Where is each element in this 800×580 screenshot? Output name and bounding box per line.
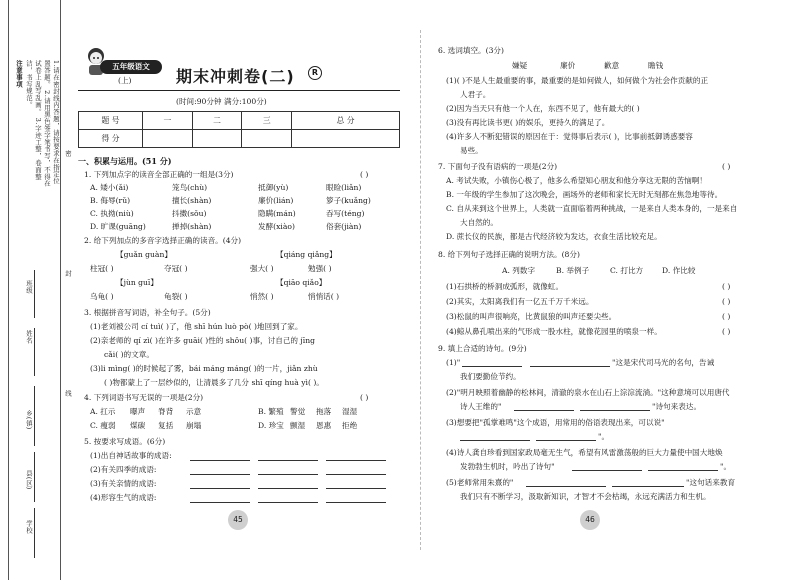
q7-option: A. 考试失败，小镇伤心极了，他多么希望知心朋友和他分享这无限的苦恼啊！ — [446, 176, 707, 185]
q1-option: 笼鸟(chù) — [172, 183, 208, 192]
q7-option: C. 自从来到这个世界上，人类就一直面临着两种挑战，一是来自人类本身的，一是来自 — [446, 204, 738, 213]
page-number: 45 — [228, 510, 248, 530]
q4-option: A. 扛示 — [90, 407, 116, 416]
q2-word[interactable]: 勉强( ) — [308, 264, 332, 273]
q7-option: 大自然的。 — [460, 218, 498, 227]
word-choice: 嫌疑 — [512, 61, 528, 70]
q2-word[interactable]: 强大( ) — [250, 264, 274, 273]
q8-answer-bracket[interactable]: ( ) — [722, 312, 731, 321]
q3-stem: 3. 根据拼音写词语，补全句子。(5分) — [84, 308, 211, 317]
answer-line[interactable] — [258, 474, 318, 475]
pinyin-pair: 【qiáng qiǎng】 — [276, 250, 337, 259]
word-choice: 瞻钱 — [648, 61, 664, 70]
answer-line[interactable] — [190, 502, 250, 503]
q8-item: (3)松鼠的叫声很响亮，比黄鼠狼的叫声还要尖些。 — [446, 312, 617, 321]
q1-option: 发酵(xiào) — [258, 222, 295, 231]
q2-word[interactable]: 悄然( ) — [250, 292, 274, 301]
section-heading: 一、积累与运用。(51 分) — [78, 156, 172, 166]
q6-line[interactable]: (4)许多人不断犯错误的原因在于：觉得事后表示( )，比事前抵御诱惑要容 — [446, 132, 693, 141]
answer-line[interactable] — [258, 488, 318, 489]
score-table — [78, 111, 400, 148]
q9-text: (1)" — [446, 358, 461, 367]
q6-stem: 6. 选词填空。(3分) — [438, 46, 504, 55]
q7-stem: 7. 下面句子没有语病的一项是(2分) — [438, 162, 558, 171]
answer-line[interactable] — [326, 474, 386, 475]
table-row — [79, 112, 400, 130]
answer-line[interactable] — [514, 410, 574, 411]
q4-option: 崩塌 — [186, 421, 202, 430]
notice-text: 1.请在密封线内答题，请按要求在指定位置答题。 2.请用黑色签字笔书写，不得在试卷上乱写乱画。 3.字迹工整，卷面整洁，书写规范。 — [25, 60, 60, 187]
q1-option: 眼睑(liǎn) — [326, 183, 362, 192]
q1-answer-bracket[interactable]: ( ) — [360, 170, 369, 179]
score-input[interactable] — [242, 130, 292, 148]
q6-line[interactable]: (3)没有再比读书更( )的娱乐，更持久的满足了。 — [446, 118, 610, 127]
page-title: 期末冲刺卷(二) — [176, 67, 295, 86]
county-blank[interactable] — [34, 452, 35, 502]
q2-word[interactable]: 夺冠( ) — [164, 264, 188, 273]
q9-text: 我们只有不断学习，汲取新知识，才智才不会枯竭，永远充满活力和生机。 — [460, 492, 711, 501]
pinyin-pair: 【guǎn guàn】 — [116, 250, 172, 259]
q3-line[interactable]: cǎi( )的文章。 — [104, 350, 154, 359]
page-number: 46 — [580, 510, 600, 530]
table-cell: 得 分 — [79, 130, 143, 148]
q4-stem: 4. 下列词语书写无误的一项是(2分) — [84, 393, 204, 402]
table-cell: 总 分 — [292, 112, 400, 130]
score-input[interactable] — [143, 130, 193, 148]
q9-text: (4)诗人龚自珍看到国家政局毫无生气，希望有风雷激荡般的巨大力量使中国大地焕 — [446, 448, 723, 457]
answer-line[interactable] — [526, 486, 606, 487]
q6-line[interactable]: (1)( )不是人生最重要的事，最重要的是如何做人，如何做个为社会作贡献的正 — [446, 76, 709, 85]
q3-line[interactable]: (2)亲老师的 qí zì( )在许多 guāi( )性的 shǒu( )事，讨自己的 jīng — [90, 336, 315, 345]
q1-option: 掸掉(shàn) — [172, 222, 212, 231]
volume-label: (上) — [118, 76, 132, 85]
q1-option: 俗套(jiàn) — [326, 222, 362, 231]
answer-line[interactable] — [258, 502, 318, 503]
grade-banner: 五年级语文 — [100, 60, 162, 74]
answer-line[interactable] — [326, 502, 386, 503]
q9-text: "这是宋代司马光的名句，告诫 — [612, 358, 715, 367]
q1-option: 擅长(shàn) — [172, 196, 212, 205]
q4-option: D. 珍宝 — [258, 421, 284, 430]
q8-answer-bracket[interactable]: ( ) — [722, 327, 731, 336]
q1-option: B. 侮辱(rǔ) — [90, 196, 131, 205]
county-label: 县(区) — [25, 470, 33, 490]
q5-stem: 5. 按要求写成语。(6分) — [84, 437, 166, 446]
q2-word[interactable]: 乌龟( ) — [90, 292, 114, 301]
name-label: 姓名 — [25, 330, 33, 344]
seal-word: 密 — [64, 150, 72, 157]
q1-option: 隐瞒(mán) — [258, 209, 296, 218]
q9-text: "。 — [720, 462, 732, 471]
q8-item: (2)其实，太阳离我们有一亿五千万千米远。 — [446, 297, 594, 306]
q9-stem: 9. 填上合适的诗句。(9分) — [438, 344, 527, 353]
q8-answer-bracket[interactable]: ( ) — [722, 282, 731, 291]
table-cell: 三 — [242, 112, 292, 130]
q4-option: 曝声 — [130, 407, 146, 416]
q4-option: 湿湿 — [342, 407, 358, 416]
q8-item: (4)鲸从鼻孔喷出来的气形成一股水柱，就像花园里的喷泉一样。 — [446, 327, 662, 336]
q7-option: D. 蔗长仪的民族，都是古代经济较为发达，衣食生活比较充足。 — [446, 232, 662, 241]
q4-option: 警觉 — [290, 407, 306, 416]
q6-line: 人君子。 — [460, 90, 491, 99]
q3-line[interactable]: ( )物都蒙上了一层纱似的，让清晨多了几分 shī qíng huà yì( )。 — [104, 378, 324, 387]
table-row — [79, 130, 400, 148]
q2-word[interactable]: 柱冠( ) — [90, 264, 114, 273]
exam-info: (时间:90分钟 满分:100分) — [176, 97, 267, 106]
q2-word[interactable]: 龟裂( ) — [164, 292, 188, 301]
q2-stem: 2. 给下列加点的多音字选择正确的读音。(4分) — [84, 236, 242, 245]
word-choice: 廉价 — [560, 61, 576, 70]
pinyin-pair: 【qiāo qiǎo】 — [276, 278, 327, 287]
q8-item: (1)石拱桥的桥洞成弧形，就像虹。 — [446, 282, 564, 291]
seal-word: 封 — [64, 270, 72, 277]
answer-line[interactable] — [572, 470, 642, 471]
q9-text: "诗句来表达。 — [652, 402, 702, 411]
word-choice: 歉意 — [604, 61, 620, 70]
answer-line[interactable] — [190, 474, 250, 475]
q4-option: 拒绝 — [342, 421, 358, 430]
q4-option: 复括 — [158, 421, 174, 430]
q9-text: 诗人王维的" — [460, 402, 502, 411]
strip-line — [8, 0, 9, 580]
q1-option: 吞写(téng) — [326, 209, 365, 218]
page-divider — [420, 30, 421, 550]
q1-option: 抵御(yù) — [258, 183, 289, 192]
table-cell: 二 — [192, 112, 242, 130]
answer-line[interactable] — [190, 488, 250, 489]
strip-line — [60, 0, 61, 580]
q4-option: 脊背 — [158, 407, 174, 416]
score-input[interactable] — [192, 130, 242, 148]
class-blank[interactable] — [34, 270, 35, 318]
notice-heading: 注意事项 — [15, 60, 23, 88]
q7-answer-bracket[interactable]: ( ) — [722, 162, 731, 171]
answer-line[interactable] — [326, 460, 386, 461]
q9-text: 发勃勃生机时，吟出了诗句" — [460, 462, 555, 471]
q9-text: 我们要勤俭节约。 — [460, 372, 521, 381]
q6-line: 易些。 — [460, 146, 483, 155]
answer-line[interactable] — [536, 440, 596, 441]
q9-text: "这句话来教育 — [686, 478, 736, 487]
seal-word: 线 — [64, 390, 72, 397]
q9-text: (2)"明月映照着幽静的松林间，清澈的泉水在山石上淙淙流淌。"这种意境可以用唐代 — [446, 388, 730, 397]
binding-strip — [0, 0, 72, 580]
answer-line[interactable] — [580, 410, 650, 411]
q9-text: (5)老师常用朱熹的" — [446, 478, 514, 487]
answer-line[interactable] — [648, 470, 718, 471]
q4-answer-bracket[interactable]: ( ) — [360, 393, 369, 402]
q4-option: 拖落 — [316, 407, 332, 416]
answer-line[interactable] — [326, 488, 386, 489]
q4-option: 恩惠 — [316, 421, 332, 430]
q6-line[interactable]: (2)因为当天只有他一个人在，东西不见了，他有最大的( ) — [446, 104, 640, 113]
method-option: C. 打比方 — [610, 266, 644, 275]
school-label: 学校 — [25, 520, 33, 534]
answer-line[interactable] — [530, 366, 610, 367]
q1-option: 箩子(kuǎng) — [326, 196, 371, 205]
method-option: B. 举例子 — [556, 266, 590, 275]
q4-option: 煤碳 — [130, 421, 146, 430]
answer-line[interactable] — [462, 366, 522, 367]
q3-line[interactable]: (1)老刘被公司 cí tuì( )了，他 shī hún luò pò( )地回到了家。 — [90, 322, 303, 331]
method-option: D. 作比较 — [662, 266, 696, 275]
name-blank[interactable] — [34, 328, 35, 376]
q8-answer-bracket[interactable]: ( ) — [722, 297, 731, 306]
q4-option: 示意 — [186, 407, 202, 416]
q7-option: B. 一年级的学生参加了这次晚会，画场外的老师和家长无时无刻都在焦急地等待。 — [446, 190, 723, 199]
answer-line[interactable] — [460, 440, 530, 441]
q1-option: 抖擞(sǒu) — [172, 209, 207, 218]
header-rule — [78, 90, 400, 91]
table-cell: 一 — [143, 112, 193, 130]
q5-item: (4)形容生气的成语: — [90, 493, 157, 502]
q9-text: "。 — [598, 432, 610, 441]
q1-option: 廉价(lián) — [258, 196, 294, 205]
q1-stem: 1. 下列加点字的读音全部正确的一组是(3分) — [84, 170, 234, 179]
q1-option: D. 旷课(guāng) — [90, 222, 146, 231]
q5-item: (1)出自神话故事的成语: — [90, 451, 172, 460]
answer-line[interactable] — [612, 486, 684, 487]
q3-line[interactable]: (3)li mìng( )的时候起了雾，bái máng máng( )的一片，jiǎn zhù — [90, 364, 318, 373]
township-blank[interactable] — [34, 386, 35, 446]
score-input[interactable] — [292, 130, 400, 148]
q4-option: C. 瘦弱 — [90, 421, 116, 430]
q4-option: 颤湿 — [290, 421, 306, 430]
q2-word[interactable]: 悄悄话( ) — [308, 292, 340, 301]
class-label: 班级 — [25, 280, 33, 294]
school-blank[interactable] — [34, 508, 35, 558]
q1-option: A. 矮小(ǎi) — [90, 183, 129, 192]
township-label: 乡(镇) — [25, 410, 33, 430]
q5-item: (2)有关四季的成语: — [90, 465, 157, 474]
q4-option: B. 繁殖 — [258, 407, 284, 416]
q1-option: C. 执拗(niù) — [90, 209, 134, 218]
answer-line[interactable] — [190, 460, 250, 461]
q9-text: (3)想要把"孤掌难鸣"这个成语，用常用的俗语表现出来，可以说" — [446, 418, 665, 427]
registered-badge: R — [308, 66, 322, 80]
method-option: A. 列数字 — [502, 266, 536, 275]
q8-stem: 8. 给下列句子选择正确的说明方法。(8分) — [438, 250, 580, 259]
table-cell: 题 号 — [79, 112, 143, 130]
q5-item: (3)有关亲情的成语: — [90, 479, 157, 488]
pinyin-pair: 【jùn guī】 — [116, 278, 158, 287]
answer-line[interactable] — [258, 460, 318, 461]
